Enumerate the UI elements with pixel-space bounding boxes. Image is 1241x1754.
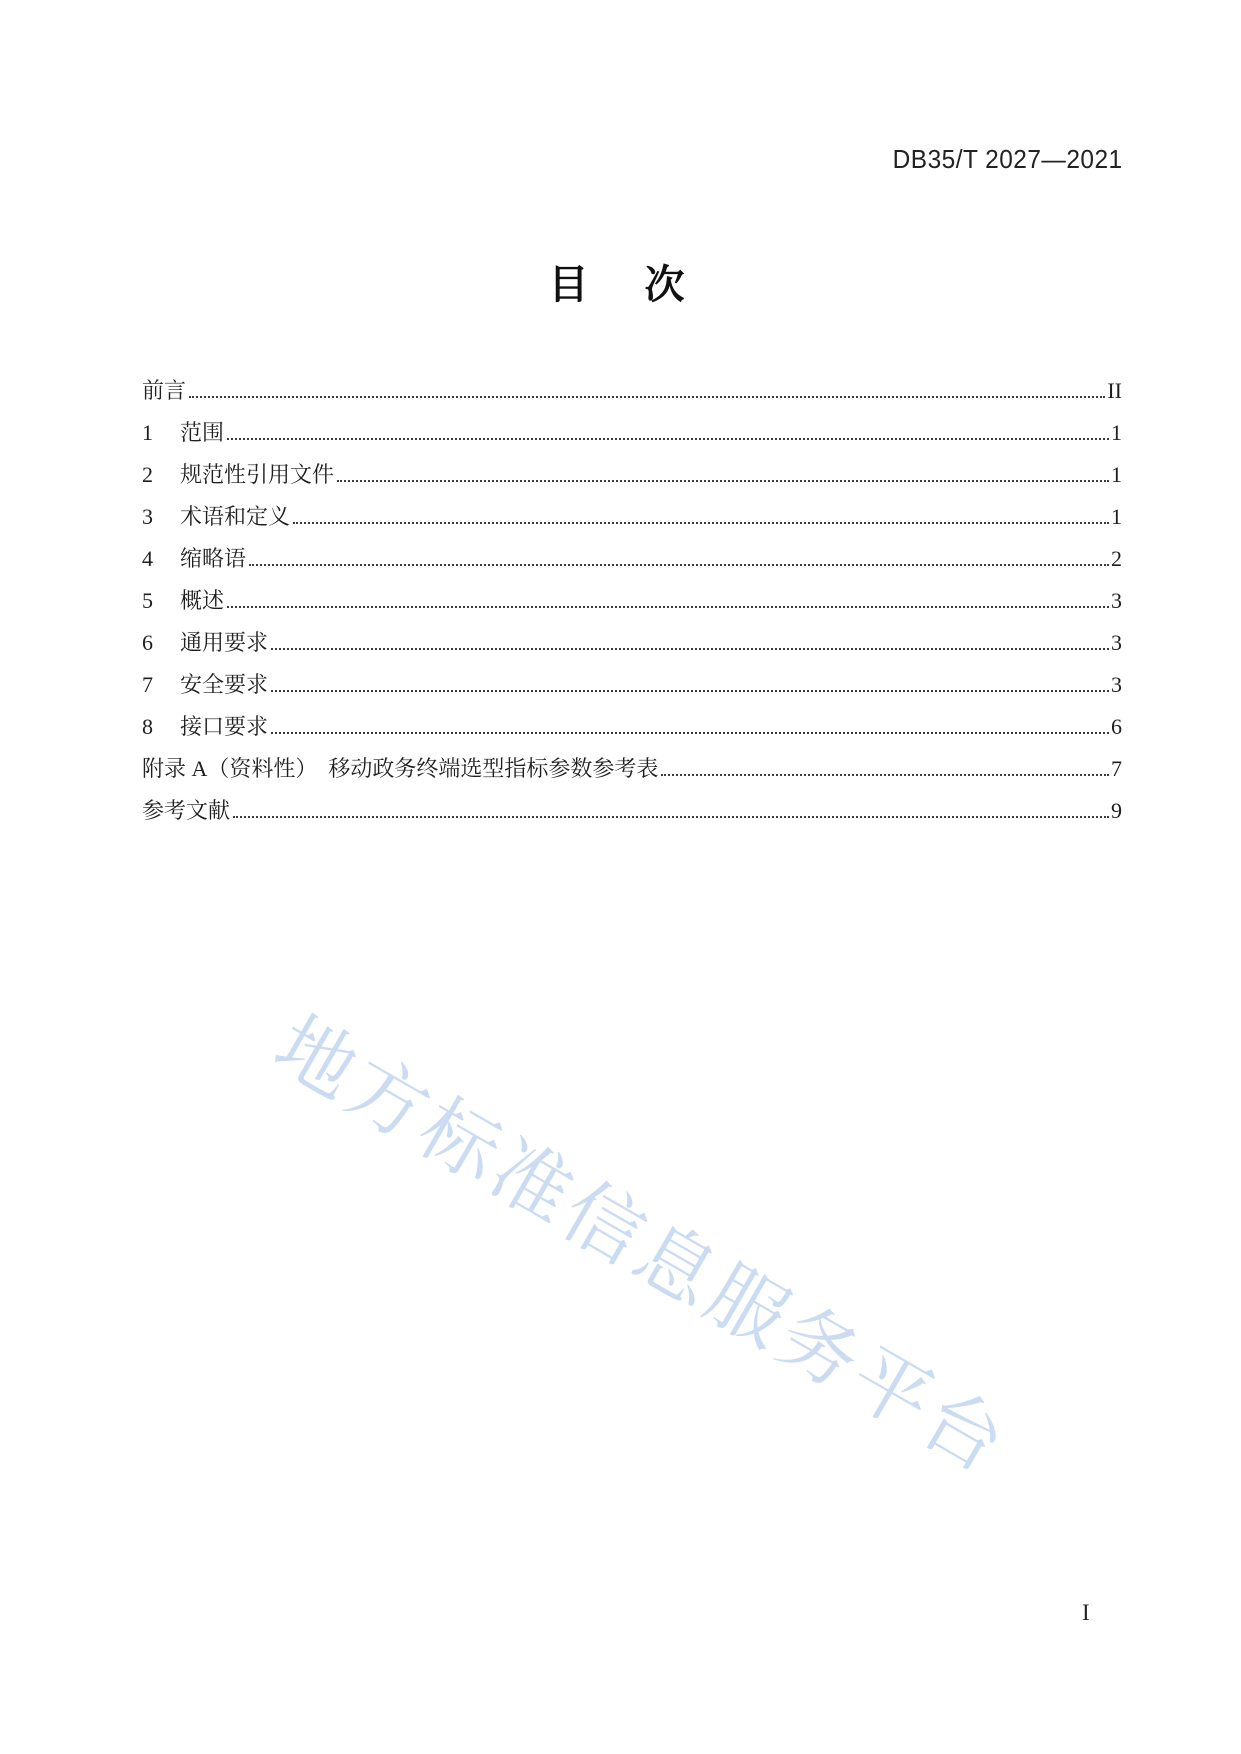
toc-entry-label: 安全要求 [180, 671, 269, 697]
toc-entry-number: 6 [142, 629, 153, 655]
toc-entry-page: II [1107, 377, 1122, 403]
toc-entry-page: 2 [1111, 545, 1122, 571]
toc-entry [142, 570, 1122, 612]
toc-entry [142, 402, 1122, 444]
toc-entry-label: 通用要求 [180, 629, 269, 655]
dot-leader [249, 564, 1109, 566]
toc-list [142, 360, 1122, 822]
toc-entry-page: 3 [1111, 671, 1122, 697]
watermark: 地方标准信息服务平台 [260, 1000, 1023, 1491]
dot-leader [233, 816, 1109, 818]
toc-entry-number: 7 [142, 671, 153, 697]
toc-entry-label: 前言 [142, 377, 187, 403]
toc-entry-label: 参考文献 [142, 797, 231, 823]
toc-entry-page: 1 [1111, 419, 1122, 445]
toc-entry-label: 附录 A（资料性） 移动政务终端选型指标参数参考表 [142, 755, 659, 781]
toc-entry-label: 缩略语 [180, 545, 247, 571]
dot-leader [189, 396, 1105, 398]
toc-entry-page: 9 [1111, 797, 1122, 823]
dot-leader [337, 480, 1109, 482]
toc-entry-number: 5 [142, 587, 153, 613]
toc-entry-page: 3 [1111, 587, 1122, 613]
dot-leader [271, 690, 1109, 692]
toc-entry [142, 738, 1122, 780]
dot-leader [227, 606, 1109, 608]
toc-entry-number: 2 [142, 461, 153, 487]
toc-entry-page: 3 [1111, 629, 1122, 655]
dot-leader [271, 648, 1109, 650]
toc-entry [142, 780, 1122, 822]
toc-entry-label: 范围 [180, 419, 225, 445]
standard-code-header: DB35/T 2027—2021 [893, 144, 1123, 174]
dot-leader [271, 732, 1109, 734]
dot-leader [661, 774, 1109, 776]
page-number: I [1082, 1600, 1090, 1625]
toc-entry [142, 528, 1122, 570]
toc-entry [142, 696, 1122, 738]
toc-entry-label: 概述 [180, 587, 225, 613]
toc-entry [142, 444, 1122, 486]
page-title: 目 次 [548, 263, 693, 307]
toc-entry-number: 3 [142, 503, 153, 529]
toc-entry-number: 1 [142, 419, 153, 445]
toc-entry-number: 8 [142, 713, 153, 739]
toc-entry [142, 486, 1122, 528]
toc-entry-page: 7 [1111, 755, 1122, 781]
dot-leader [293, 522, 1109, 524]
toc-entry-page: 6 [1111, 713, 1122, 739]
toc-entry-page: 1 [1111, 503, 1122, 529]
toc-entry-label: 接口要求 [180, 713, 269, 739]
dot-leader [227, 438, 1109, 440]
toc-entry-number: 4 [142, 545, 153, 571]
toc-entry [142, 612, 1122, 654]
toc-entry [142, 360, 1122, 402]
toc-entry-label: 术语和定义 [180, 503, 291, 529]
toc-entry-label: 规范性引用文件 [180, 461, 335, 487]
toc-entry [142, 654, 1122, 696]
toc-entry-page: 1 [1111, 461, 1122, 487]
